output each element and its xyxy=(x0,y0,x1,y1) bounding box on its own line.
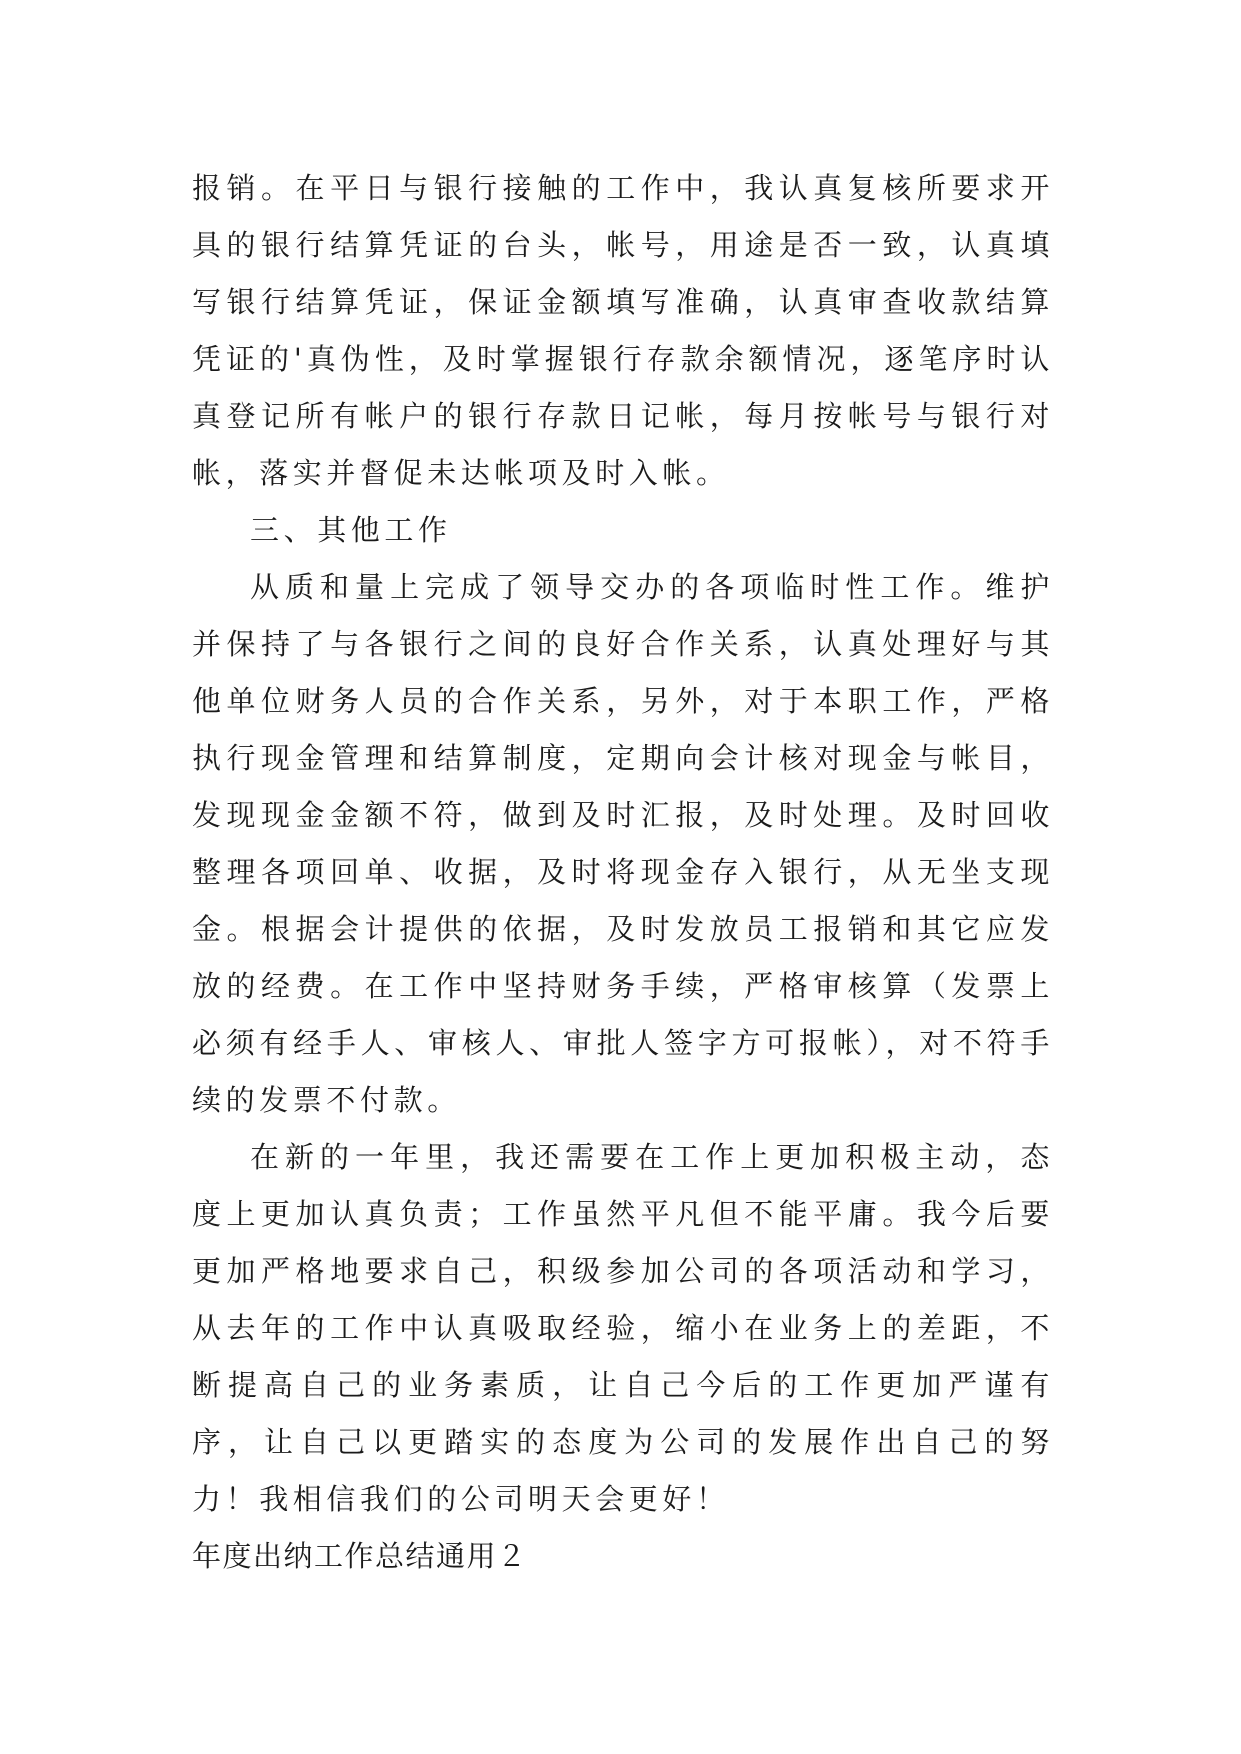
paragraph-continuation: 报销。在平日与银行接触的工作中，我认真复核所要求开具的银行结算凭证的台头，帐号，用途是否一致，认真填写银行结算凭证，保证金额填写准确，认真审查收款结算凭证的'真伪性，及时掌握银行存款余额情况，逐笔序时认真登记所有帐户的银行存款日记帐，每月按帐号与银行对帐，落实并督促未达帐项及时入帐。 xyxy=(192,171,1054,490)
document-body xyxy=(192,160,1054,1585)
section-heading: 三、其他工作 xyxy=(250,513,452,547)
paragraph-other-work: 从质和量上完成了领导交办的各项临时性工作。维护并保持了与各银行之间的良好合作关系，认真处理好与其他单位财务人员的合作关系，另外，对于本职工作，严格执行现金管理和结算制度，定期向会计核对现金与帐目，发现现金金额不符，做到及时汇报，及时处理。及时回收整理各项回单、收据，及时将现金存入银行，从无坐支现金。根据会计提供的依据，及时发放员工报销和其它应发放的经费。在工作中坚持财务手续，严格审核算（发票上必须有经手人、审核人、审批人签字方可报帐），对不符手续的发票不付款。 xyxy=(192,570,1054,1117)
paragraph-new-year: 在新的一年里，我还需要在工作上更加积极主动，态度上更加认真负责；工作虽然平凡但不能平庸。我今后要更加严格地要求自己，积级参加公司的各项活动和学习，从去年的工作中认真吸取经验，缩小在业务上的差距，不断提高自己的业务素质，让自己今后的工作更加严谨有序，让自己以更踏实的态度为公司的发展作出自己的努力！我相信我们的公司明天会更好！ xyxy=(192,1140,1054,1516)
next-document-title: 年度出纳工作总结通用２ xyxy=(192,1539,528,1573)
